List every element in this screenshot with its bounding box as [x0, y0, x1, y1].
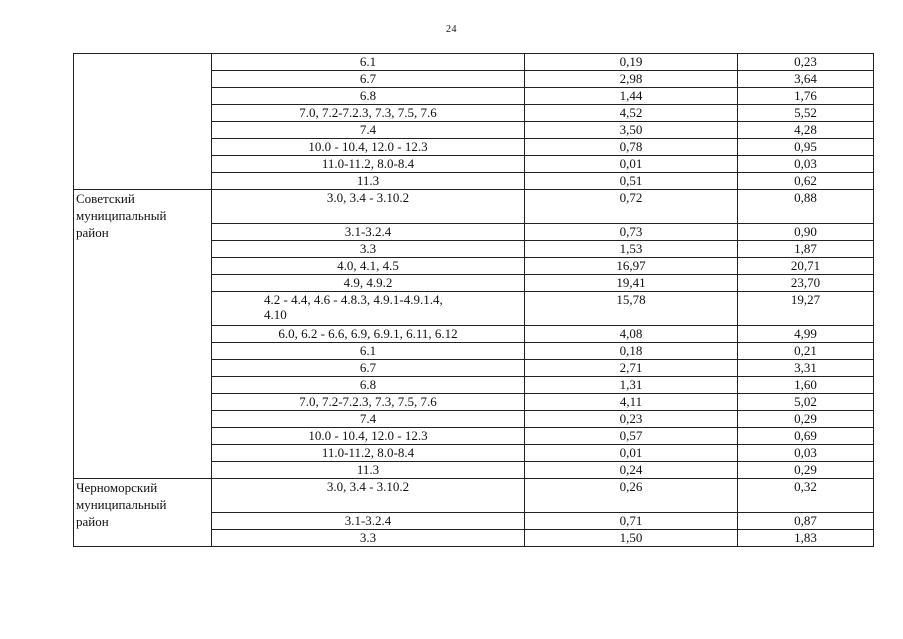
value-col1-cell: 0,51 [525, 173, 738, 190]
table-row [74, 479, 874, 513]
land-use-code-cell [212, 258, 525, 275]
table-row [74, 54, 874, 71]
value-col2-cell: 4,28 [738, 122, 874, 139]
land-use-code-cell [212, 173, 525, 190]
value-col1-cell: 15,78 [525, 292, 738, 326]
value-col1-cell: 0,01 [525, 156, 738, 173]
land-use-code: 6.8 [359, 88, 377, 103]
value-col2-cell: 1,87 [738, 241, 874, 258]
value-col1-cell: 0,73 [525, 224, 738, 241]
value-col1-cell: 0,19 [525, 54, 738, 71]
land-use-code-cell [212, 479, 525, 513]
land-use-code-cell [212, 122, 525, 139]
value-col2-cell: 0,03 [738, 156, 874, 173]
value-col1-cell: 1,50 [525, 530, 738, 547]
value-col1-cell: 0,23 [525, 411, 738, 428]
land-use-code-cell [212, 513, 525, 530]
value-col2-cell: 0,88 [738, 190, 874, 224]
value-col2-cell: 0,95 [738, 139, 874, 156]
value-col2-cell: 19,27 [738, 292, 874, 326]
land-use-code-cell [212, 428, 525, 445]
land-use-code: 3.0, 3.4 - 3.10.2 [326, 479, 410, 494]
value-col1-cell: 4,11 [525, 394, 738, 411]
land-use-code-cell [212, 71, 525, 88]
land-use-code-cell [212, 224, 525, 241]
district-name-line: муниципальный [76, 208, 167, 223]
land-use-code: 3.0, 3.4 - 3.10.2 [326, 190, 410, 205]
value-col2-cell: 4,99 [738, 326, 874, 343]
land-use-code: 10.0 - 10.4, 12.0 - 12.3 [308, 139, 428, 154]
land-use-code: 3.3 [359, 241, 377, 256]
land-use-code-cell [212, 275, 525, 292]
value-col1-cell: 4,52 [525, 105, 738, 122]
land-use-code-cell [212, 190, 525, 224]
district-cell [74, 54, 212, 190]
page-number: 24 [446, 24, 457, 35]
value-col2-cell: 5,52 [738, 105, 874, 122]
value-col2-cell: 0,69 [738, 428, 874, 445]
district-cell [74, 190, 212, 479]
value-col2-cell: 0,23 [738, 54, 874, 71]
value-col1-cell: 2,71 [525, 360, 738, 377]
land-use-code: 4.0, 4.1, 4.5 [337, 258, 399, 273]
value-col1-cell: 0,26 [525, 479, 738, 513]
value-col1-cell: 0,72 [525, 190, 738, 224]
land-use-code: 11.3 [356, 173, 380, 188]
district-name-line: район [76, 225, 109, 240]
land-use-code: 6.1 [359, 343, 377, 358]
land-use-code: 6.7 [359, 71, 377, 86]
land-use-code-cell [212, 462, 525, 479]
value-col2-cell: 3,64 [738, 71, 874, 88]
land-use-code-cell [212, 343, 525, 360]
district-name-line: Черноморский [76, 480, 158, 495]
value-col2-cell: 0,90 [738, 224, 874, 241]
value-col2-cell: 20,71 [738, 258, 874, 275]
value-col2-cell: 0,03 [738, 445, 874, 462]
value-col1-cell: 1,53 [525, 241, 738, 258]
land-use-code: 10.0 - 10.4, 12.0 - 12.3 [308, 428, 428, 443]
data-table [73, 53, 874, 547]
value-col1-cell: 2,98 [525, 71, 738, 88]
value-col1-cell: 0,18 [525, 343, 738, 360]
value-col1-cell: 1,31 [525, 377, 738, 394]
value-col2-cell: 0,32 [738, 479, 874, 513]
value-col1-cell: 4,08 [525, 326, 738, 343]
district-name-line: район [76, 514, 109, 529]
land-use-code: 7.4 [359, 411, 377, 426]
land-use-code-cell [212, 88, 525, 105]
land-use-code: 3.1-3.2.4 [344, 513, 392, 528]
value-col1-cell: 0,57 [525, 428, 738, 445]
land-use-code: 11.0-11.2, 8.0-8.4 [321, 445, 415, 460]
value-col1-cell: 3,50 [525, 122, 738, 139]
land-use-code-cell [212, 105, 525, 122]
value-col1-cell: 0,78 [525, 139, 738, 156]
value-col2-cell: 23,70 [738, 275, 874, 292]
value-col2-cell: 5,02 [738, 394, 874, 411]
land-use-code-cell [212, 156, 525, 173]
land-use-code-cell [212, 377, 525, 394]
value-col2-cell: 1,60 [738, 377, 874, 394]
land-use-code: 3.3 [359, 530, 377, 545]
land-use-code-cell [212, 292, 525, 326]
land-use-code: 6.7 [359, 360, 377, 375]
land-use-code-continuation: 4.10 [264, 307, 287, 322]
land-use-code: 4.9, 4.9.2 [343, 275, 393, 290]
land-use-code-cell [212, 360, 525, 377]
land-use-code-cell [212, 139, 525, 156]
land-use-code-cell [212, 445, 525, 462]
land-use-code: 7.4 [359, 122, 377, 137]
value-col2-cell: 0,29 [738, 411, 874, 428]
land-use-code-cell [212, 326, 525, 343]
land-use-code-cell [212, 394, 525, 411]
land-use-code-cell [212, 411, 525, 428]
land-use-code: 6.1 [359, 54, 377, 69]
value-col1-cell: 19,41 [525, 275, 738, 292]
land-use-code: 4.2 - 4.4, 4.6 - 4.8.3, 4.9.1-4.9.1.4, [264, 292, 443, 307]
value-col2-cell: 1,83 [738, 530, 874, 547]
district-name-line: муниципальный [76, 497, 167, 512]
land-use-code: 6.0, 6.2 - 6.6, 6.9, 6.9.1, 6.11, 6.12 [278, 326, 458, 341]
district-name-line: Советский [76, 191, 135, 206]
land-use-code-cell [212, 530, 525, 547]
table-row [74, 190, 874, 224]
land-use-code: 7.0, 7.2-7.2.3, 7.3, 7.5, 7.6 [299, 105, 437, 120]
district-cell [74, 479, 212, 547]
value-col2-cell: 1,76 [738, 88, 874, 105]
land-use-code: 11.3 [356, 462, 380, 477]
land-use-code: 6.8 [359, 377, 377, 392]
value-col1-cell: 1,44 [525, 88, 738, 105]
value-col2-cell: 3,31 [738, 360, 874, 377]
land-use-code-cell [212, 54, 525, 71]
value-col2-cell: 0,21 [738, 343, 874, 360]
land-use-code: 3.1-3.2.4 [344, 224, 392, 239]
value-col2-cell: 0,29 [738, 462, 874, 479]
value-col2-cell: 0,87 [738, 513, 874, 530]
land-use-code: 11.0-11.2, 8.0-8.4 [321, 156, 415, 171]
land-use-code: 7.0, 7.2-7.2.3, 7.3, 7.5, 7.6 [299, 394, 437, 409]
value-col1-cell: 0,01 [525, 445, 738, 462]
value-col1-cell: 0,24 [525, 462, 738, 479]
value-col2-cell: 0,62 [738, 173, 874, 190]
land-use-code-cell [212, 241, 525, 258]
value-col1-cell: 0,71 [525, 513, 738, 530]
value-col1-cell: 16,97 [525, 258, 738, 275]
